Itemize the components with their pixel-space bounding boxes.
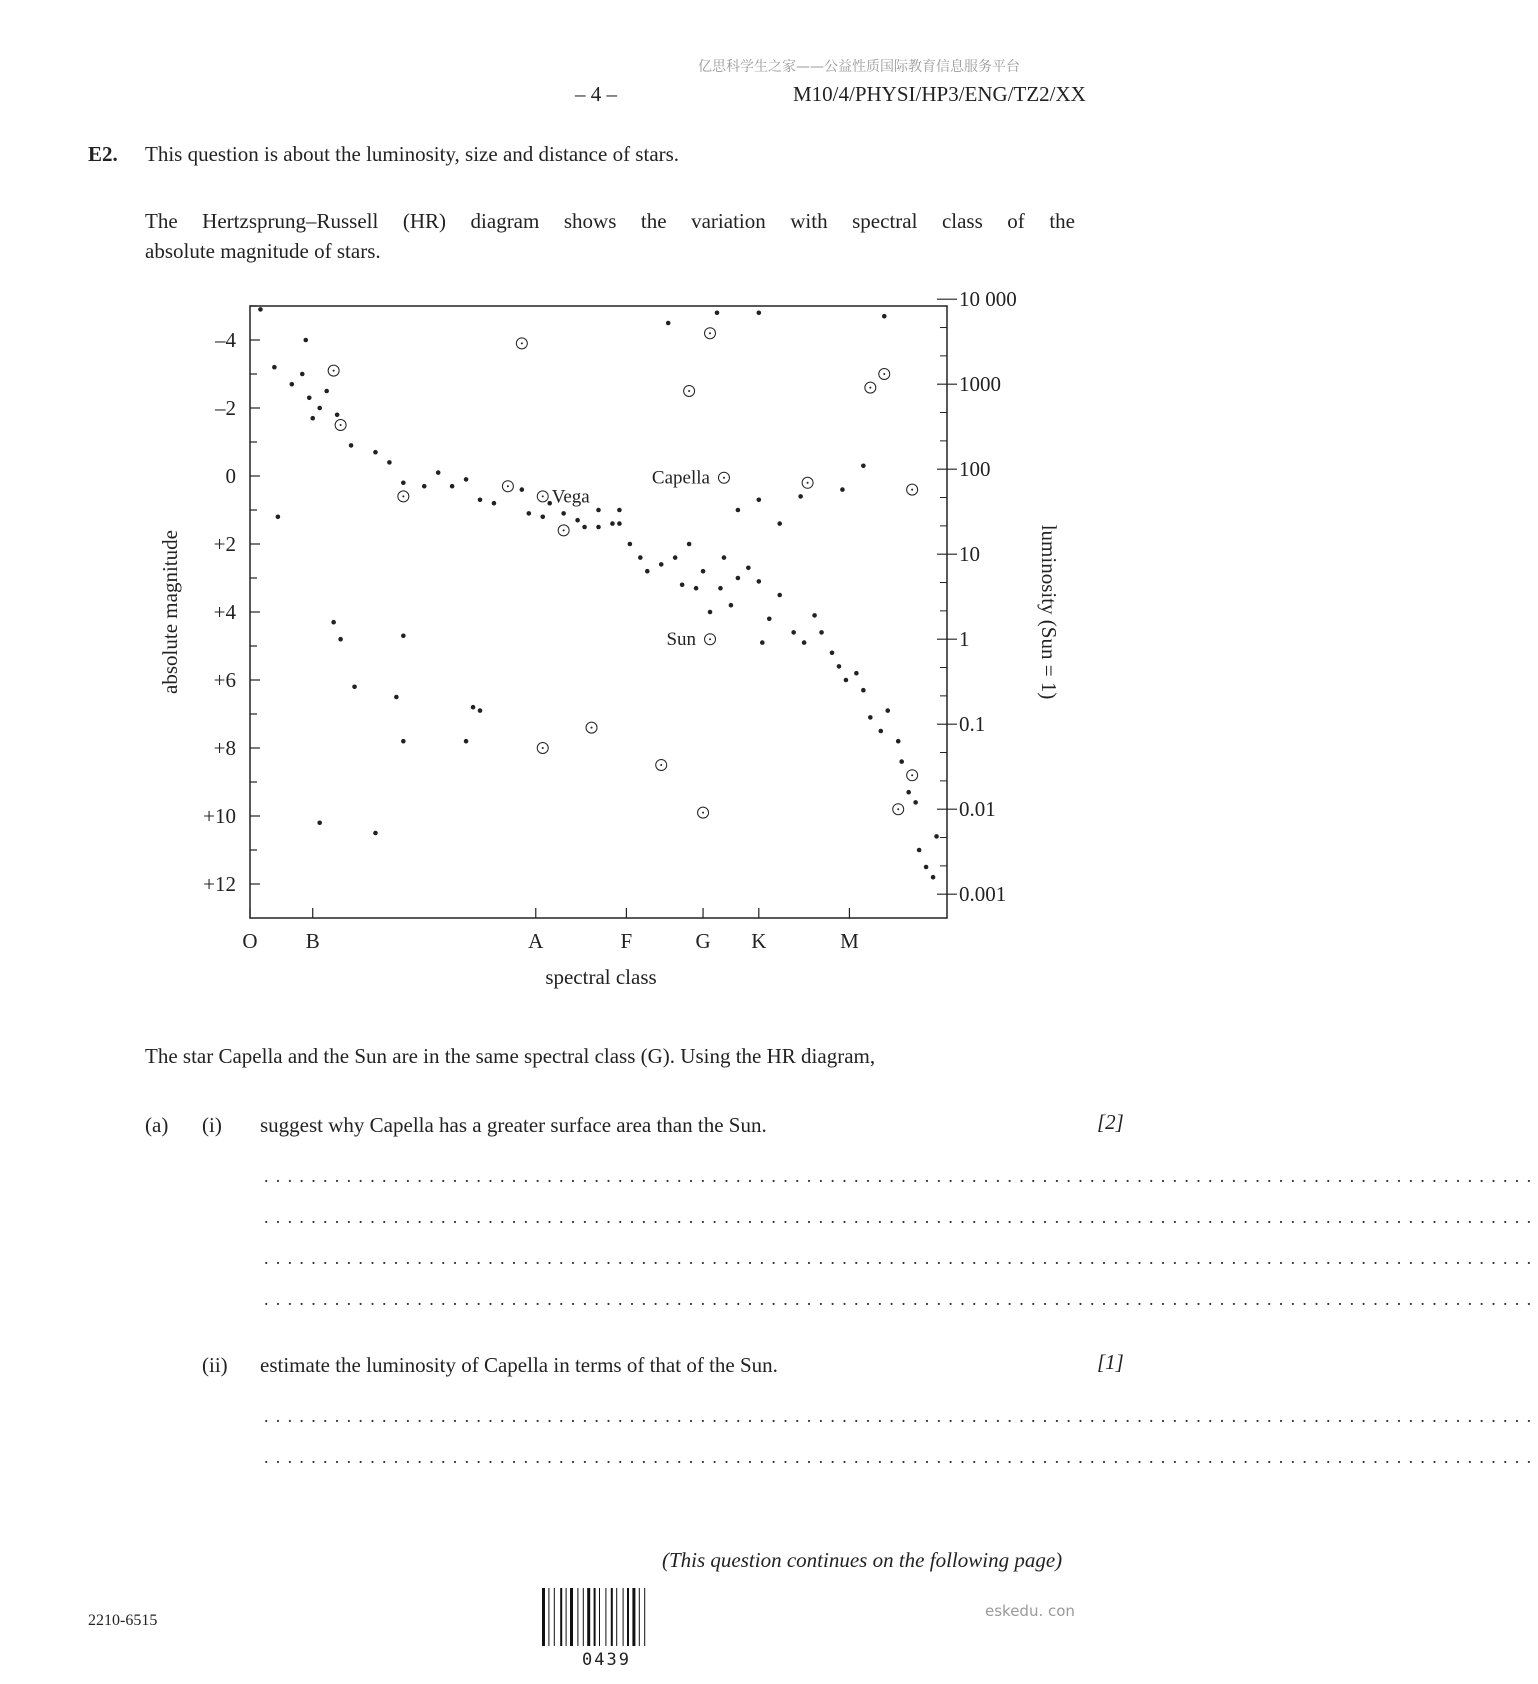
part-ii-marks: [1] bbox=[1097, 1350, 1124, 1374]
part-a-label: (a) bbox=[145, 1113, 169, 1137]
star-dot bbox=[837, 664, 842, 669]
barcode-bar bbox=[644, 1588, 645, 1646]
star-dot bbox=[812, 613, 817, 618]
star-circle-center bbox=[869, 387, 871, 389]
question-number: E2. bbox=[88, 142, 118, 166]
star-circle-center bbox=[911, 774, 913, 776]
star-dot bbox=[373, 450, 378, 455]
barcode-bar bbox=[616, 1588, 617, 1646]
star-points bbox=[258, 307, 939, 879]
luminosity-tick-label: 0.1 bbox=[959, 712, 986, 737]
watermark-top: 亿思科学生之家——公益性质国际教育信息服务平台 bbox=[698, 59, 1020, 75]
luminosity-tick-label: 100 bbox=[959, 457, 991, 482]
answer-line[interactable]: ............................................................................................................ bbox=[264, 1447, 1538, 1467]
star-dot bbox=[387, 460, 392, 465]
x-tick-label: G bbox=[695, 929, 711, 953]
barcode-bar bbox=[583, 1588, 584, 1646]
barcode-bar bbox=[570, 1588, 573, 1646]
barcode-bar bbox=[554, 1588, 555, 1646]
star-dot bbox=[349, 443, 354, 448]
x-tick-label: K bbox=[751, 929, 767, 953]
star-dot bbox=[701, 569, 706, 574]
barcode-bar bbox=[599, 1588, 600, 1646]
star-dot bbox=[527, 511, 532, 516]
paper-code: M10/4/PHYSI/HP3/ENG/TZ2/XX bbox=[793, 82, 1086, 106]
watermark-bottom: eskedu. con bbox=[985, 1602, 1075, 1620]
barcode-bar bbox=[623, 1588, 624, 1646]
answer-line[interactable]: ............................................................................................................ bbox=[264, 1207, 1538, 1227]
footer-code: 2210-6515 bbox=[88, 1612, 158, 1629]
y-tick-label: –2 bbox=[215, 396, 236, 420]
star-dot bbox=[324, 389, 329, 394]
star-dot bbox=[746, 566, 751, 571]
barcode-bar bbox=[611, 1588, 613, 1646]
star-dot bbox=[729, 603, 734, 608]
star-dot bbox=[638, 555, 643, 560]
star-dot bbox=[687, 542, 692, 547]
star-dot bbox=[492, 501, 497, 506]
part-ii-label: (ii) bbox=[202, 1353, 228, 1377]
star-dot bbox=[331, 620, 336, 625]
star-label-sun: Sun bbox=[666, 629, 697, 651]
star-dot bbox=[913, 800, 918, 805]
star-dot bbox=[673, 555, 678, 560]
luminosity-tick-label: 10 000 bbox=[959, 287, 1017, 312]
star-circle-center bbox=[507, 485, 509, 487]
star-dot bbox=[478, 708, 483, 713]
y-tick-label: –4 bbox=[215, 328, 236, 352]
star-dot bbox=[520, 487, 525, 492]
barcode-bar bbox=[594, 1588, 596, 1646]
x-tick-label: A bbox=[528, 929, 544, 953]
luminosity-tick-label: 0.001 bbox=[959, 882, 1007, 907]
barcode-bars bbox=[542, 1588, 645, 1646]
star-dot bbox=[736, 576, 741, 581]
star-dot bbox=[617, 521, 622, 526]
question-intro: This question is about the luminosity, size and distance of stars. bbox=[145, 142, 680, 166]
star-circle-center bbox=[709, 332, 711, 334]
star-dot bbox=[394, 695, 399, 700]
barcode-bar bbox=[542, 1588, 545, 1646]
y-axis bbox=[203, 306, 260, 896]
star-dot bbox=[736, 508, 741, 513]
barcode-number: 0439 bbox=[582, 1650, 631, 1670]
star-dot bbox=[464, 739, 469, 744]
star-dot bbox=[471, 705, 476, 710]
y-tick-label: +10 bbox=[203, 804, 236, 828]
plot-frame bbox=[250, 306, 947, 918]
star-dot bbox=[666, 321, 671, 326]
star-circle-center bbox=[897, 808, 899, 810]
star-circle-center bbox=[340, 424, 342, 426]
star-dot bbox=[617, 508, 622, 513]
star-circle-center bbox=[702, 812, 704, 814]
lead-in: The star Capella and the Sun are in the same spectral class (G). Using the HR diagram, bbox=[145, 1044, 876, 1068]
star-circle-center bbox=[402, 495, 404, 497]
star-circle-center bbox=[542, 747, 544, 749]
star-circle-center bbox=[521, 342, 523, 344]
barcode bbox=[540, 1588, 675, 1650]
star-dot bbox=[464, 477, 469, 482]
star-dot bbox=[290, 382, 295, 387]
barcode-bar bbox=[605, 1588, 606, 1646]
page-number: – 4 – bbox=[575, 82, 617, 106]
star-dot bbox=[861, 688, 866, 693]
luminosity-axis bbox=[937, 287, 1017, 906]
question-description-line1: The Hertzsprung–Russell (HR) diagram shows the variation with spectral class of the bbox=[145, 209, 1075, 233]
answer-line[interactable]: ............................................................................................................ bbox=[264, 1289, 1538, 1309]
part-i-label: (i) bbox=[202, 1113, 222, 1137]
hr-diagram bbox=[0, 0, 1191, 1000]
star-dot bbox=[610, 521, 615, 526]
star-circle-center bbox=[688, 390, 690, 392]
star-dot bbox=[840, 487, 845, 492]
answer-line[interactable]: ............................................................................................................ bbox=[264, 1248, 1538, 1268]
y-tick-label: +2 bbox=[213, 532, 236, 556]
star-dot bbox=[767, 617, 772, 622]
barcode-bar bbox=[548, 1588, 549, 1646]
y-tick-label: +6 bbox=[213, 668, 236, 692]
star-dot bbox=[659, 562, 664, 567]
part-i-marks: [2] bbox=[1097, 1110, 1124, 1134]
star-dot bbox=[310, 416, 315, 421]
star-dot bbox=[478, 498, 483, 503]
star-dot bbox=[307, 396, 312, 401]
star-dot bbox=[708, 610, 713, 615]
y-tick-label: 0 bbox=[225, 464, 236, 488]
star-dot bbox=[317, 821, 322, 826]
luminosity-tick-label: 1 bbox=[959, 627, 970, 652]
star-dot bbox=[680, 583, 685, 588]
star-dot bbox=[561, 511, 566, 516]
star-dot bbox=[885, 708, 890, 713]
star-circle-center bbox=[883, 373, 885, 375]
star-dot bbox=[906, 790, 911, 795]
barcode-bar bbox=[566, 1588, 567, 1646]
star-dot bbox=[917, 848, 922, 853]
star-dot bbox=[436, 470, 441, 475]
star-dot bbox=[896, 739, 901, 744]
star-circle-center bbox=[660, 764, 662, 766]
star-dot bbox=[422, 484, 427, 489]
star-dot bbox=[645, 569, 650, 574]
star-dot bbox=[798, 494, 803, 499]
star-dot bbox=[757, 579, 762, 584]
barcode-bar bbox=[639, 1588, 640, 1646]
part-i-text: suggest why Capella has a greater surface area than the Sun. bbox=[260, 1113, 767, 1137]
answer-line[interactable]: ............................................................................................................ bbox=[264, 1406, 1538, 1426]
star-dot bbox=[760, 640, 765, 645]
star-dot bbox=[819, 630, 824, 635]
star-dot bbox=[401, 739, 406, 744]
star-dot bbox=[401, 481, 406, 486]
star-dot bbox=[540, 515, 545, 520]
star-dot bbox=[352, 685, 357, 690]
star-dot bbox=[718, 586, 723, 591]
star-dot bbox=[861, 464, 866, 469]
star-circle-center bbox=[709, 638, 711, 640]
star-circle-center bbox=[723, 477, 725, 479]
star-circle-center bbox=[911, 489, 913, 491]
star-labels bbox=[537, 468, 729, 651]
star-dot bbox=[934, 834, 939, 839]
star-dot bbox=[596, 525, 601, 530]
star-dot bbox=[373, 831, 378, 836]
star-dot bbox=[924, 865, 929, 870]
star-dot bbox=[777, 593, 782, 598]
luminosity-tick-label: 0.01 bbox=[959, 797, 996, 822]
y-tick-label: +8 bbox=[213, 736, 236, 760]
star-dot bbox=[628, 542, 633, 547]
star-label-capella: Capella bbox=[651, 467, 710, 489]
luminosity-axis-label: luminosity (Sun = 1) bbox=[1037, 524, 1061, 700]
x-axis-label: spectral class bbox=[545, 965, 657, 989]
barcode-bar bbox=[560, 1588, 562, 1646]
star-dot bbox=[878, 729, 883, 734]
star-dot bbox=[276, 515, 281, 520]
star-dot bbox=[882, 314, 887, 319]
star-dot bbox=[575, 518, 580, 523]
x-tick-label: M bbox=[840, 929, 859, 953]
part-ii-text: estimate the luminosity of Capella in terms of that of the Sun. bbox=[260, 1353, 778, 1377]
x-axis bbox=[242, 908, 859, 953]
star-circle-center bbox=[807, 482, 809, 484]
star-dot bbox=[596, 508, 601, 513]
star-dot bbox=[715, 311, 720, 316]
barcode-bar bbox=[627, 1588, 629, 1646]
y-tick-label: +4 bbox=[213, 600, 236, 624]
star-dot bbox=[931, 875, 936, 880]
star-dot bbox=[777, 521, 782, 526]
star-dot bbox=[300, 372, 305, 377]
x-tick-label: B bbox=[305, 929, 320, 953]
star-circle-center bbox=[333, 370, 335, 372]
luminosity-tick-label: 10 bbox=[959, 542, 980, 567]
star-dot bbox=[258, 307, 263, 312]
x-tick-label: O bbox=[242, 929, 258, 953]
continues-note: (This question continues on the following page) bbox=[662, 1548, 1063, 1572]
star-dot bbox=[338, 637, 343, 642]
y-tick-label: +12 bbox=[203, 872, 236, 896]
luminosity-tick-label: 1000 bbox=[959, 372, 1001, 397]
star-dot bbox=[854, 671, 859, 676]
star-dot bbox=[844, 678, 849, 683]
star-circle-center bbox=[591, 727, 593, 729]
x-tick-label: F bbox=[620, 929, 633, 953]
star-dot bbox=[335, 413, 340, 418]
barcode-bar bbox=[587, 1588, 590, 1646]
question-description-line2: absolute magnitude of stars. bbox=[145, 239, 381, 263]
star-dot bbox=[868, 715, 873, 720]
star-dot bbox=[401, 634, 406, 639]
star-circle-center bbox=[542, 495, 544, 497]
barcode-bar bbox=[632, 1588, 635, 1646]
star-dot bbox=[757, 311, 762, 316]
star-dot bbox=[830, 651, 835, 656]
answer-line[interactable]: ............................................................................................................ bbox=[264, 1166, 1538, 1186]
star-dot bbox=[694, 586, 699, 591]
star-label-vega: Vega bbox=[551, 486, 590, 508]
star-dot bbox=[802, 640, 807, 645]
star-circle-center bbox=[563, 529, 565, 531]
star-dot bbox=[303, 338, 308, 343]
star-dot bbox=[450, 484, 455, 489]
star-dot bbox=[757, 498, 762, 503]
star-dot bbox=[722, 555, 727, 560]
star-dot bbox=[791, 630, 796, 635]
star-dot bbox=[582, 525, 587, 530]
star-dot bbox=[899, 759, 904, 764]
star-dot bbox=[317, 406, 322, 411]
barcode-bar bbox=[577, 1588, 578, 1646]
y-axis-label: absolute magnitude bbox=[158, 530, 182, 694]
star-dot bbox=[272, 365, 277, 370]
